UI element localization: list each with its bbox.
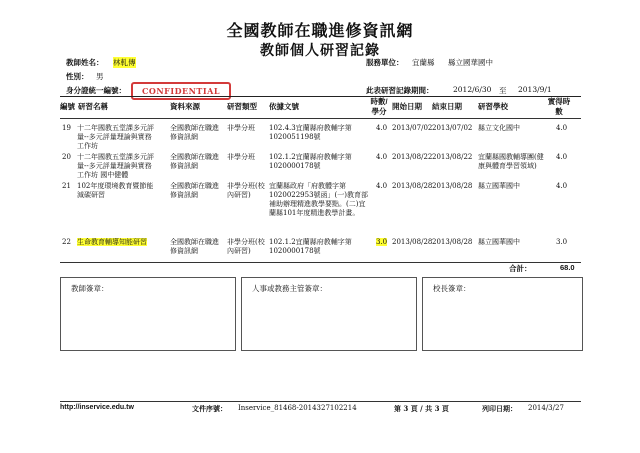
- col-header-actual: 實得時數: [547, 97, 571, 116]
- id-label: 身分證統一編號：: [66, 86, 126, 95]
- page-subtitle: 教師個人研習記錄: [260, 43, 380, 59]
- row-course-name: 生命教育輔導知能研習: [77, 238, 147, 246]
- range-separator: 至: [499, 86, 507, 95]
- col-header-start: 開始日期: [392, 102, 422, 111]
- name-value: 林軋傳: [113, 58, 136, 67]
- gender-label: 性別：: [66, 72, 89, 81]
- row-course-name: 十二年國教五堂課多元評量--多元評量理論與實務工作坊 國中健體: [77, 153, 154, 179]
- row-course-name: 十二年國教五堂課多元評量--多元評量理論與實務工作坊: [77, 124, 154, 150]
- principal-signature-label: 校長簽章：: [433, 284, 471, 293]
- row-school: 縣立國華國中: [478, 182, 520, 190]
- col-header-end: 結束日期: [432, 102, 462, 111]
- row-hours: 4.0: [376, 153, 388, 161]
- footer-rule: [60, 401, 581, 402]
- print-date-value: 2014/3/27: [528, 404, 564, 412]
- row-actual-hours: 3.0: [556, 238, 568, 246]
- row-type: 非學分班: [227, 153, 255, 161]
- row-type: 非學分班(校內研習): [227, 238, 265, 255]
- confidential-stamp: CONFIDENTIAL: [131, 82, 231, 100]
- col-header-school: 研習學校: [478, 102, 508, 111]
- table-header-rule: [60, 118, 581, 119]
- total-label: 合計：: [509, 264, 532, 273]
- row-start-date: 2013/07/02: [392, 124, 433, 132]
- row-school: 縣立文化國中: [478, 124, 520, 132]
- row-end-date: 2013/08/28: [432, 182, 473, 190]
- teacher-signature-label: 教師簽章：: [71, 284, 109, 293]
- row-hours: 4.0: [376, 124, 388, 132]
- row-hours: 3.0: [376, 238, 388, 246]
- footer-url: http://inservice.edu.tw: [60, 404, 134, 411]
- col-header-doc: 依據文號: [269, 102, 299, 111]
- range-label: 此表研習記錄期間：: [366, 86, 434, 95]
- col-header-type: 研習類型: [227, 102, 257, 111]
- unit-label: 服務單位：: [366, 58, 404, 67]
- name-label: 教師姓名：: [66, 58, 104, 67]
- row-type: 非學分班: [227, 124, 255, 132]
- principal-signature-box: [422, 277, 583, 351]
- row-start-date: 2013/08/22: [392, 153, 433, 161]
- page-indicator: 第 3 頁 / 共 3 頁: [394, 404, 449, 413]
- row-doc: 宜蘭縣政府「府教體字第1020022953號函」(一)教育部補助辦理精進教學要點。(二)宜蘭縣101年度精進教學計畫。: [269, 182, 368, 217]
- col-header-hours: 時數/學分: [370, 97, 388, 116]
- page-title: 全國教師在職進修資訊網: [226, 21, 414, 40]
- row-source: 全國教師在職進修資訊網: [170, 124, 219, 141]
- doc-serial-value: Inservice_81468-2014327102214: [238, 404, 357, 412]
- row-source: 全國教師在職進修資訊網: [170, 153, 219, 170]
- range-start: 2012/6/30: [453, 85, 492, 94]
- row-actual-hours: 4.0: [556, 182, 568, 190]
- col-header-no: 編號: [60, 102, 75, 111]
- row-school: 宜蘭縣國教輔導團(健康與體育學習領域): [478, 153, 544, 170]
- row-school: 縣立國華國中: [478, 238, 520, 246]
- row-actual-hours: 4.0: [556, 124, 568, 132]
- row-type: 非學分班(校內研習): [227, 182, 265, 199]
- row-actual-hours: 4.0: [556, 153, 568, 161]
- col-header-source: 資料來源: [170, 102, 200, 111]
- row-start-date: 2013/08/28: [392, 182, 433, 190]
- row-source: 全國教師在職進修資訊網: [170, 182, 219, 199]
- row-source: 全國教師在職進修資訊網: [170, 238, 219, 255]
- row-hours: 4.0: [376, 182, 388, 190]
- col-header-name: 研習名稱: [78, 102, 108, 111]
- row-doc: 102.4.3宜蘭縣府教輔字第1020051198號: [269, 124, 352, 141]
- row-end-date: 2013/07/02: [432, 124, 473, 132]
- row-course-name: 102年度環境教育暨節能減碳研習: [77, 182, 154, 199]
- row-no: 19: [62, 124, 71, 132]
- unit-school: 縣立國華國中: [448, 58, 493, 67]
- unit-county: 宜蘭縣: [412, 58, 435, 67]
- row-no: 22: [62, 238, 71, 246]
- doc-serial-label: 文件序號：: [192, 404, 227, 413]
- gender-value: 男: [96, 72, 104, 81]
- table-bottom-rule: [60, 262, 581, 263]
- total-value: 68.0: [560, 263, 575, 272]
- teacher-signature-box: [60, 277, 236, 351]
- row-no: 20: [62, 153, 71, 161]
- row-doc: 102.1.2宜蘭縣府教輔字第1020000178號: [269, 238, 352, 255]
- personnel-signature-box: [241, 277, 417, 351]
- row-doc: 102.1.2宜蘭縣府教輔字第1020000178號: [269, 153, 352, 170]
- print-date-label: 列印日期：: [482, 404, 517, 413]
- range-end: 2013/9/1: [518, 85, 552, 94]
- row-start-date: 2013/08/28: [392, 238, 433, 246]
- personnel-signature-label: 人事或教務主管簽章：: [252, 284, 327, 293]
- row-end-date: 2013/08/22: [432, 153, 473, 161]
- row-no: 21: [62, 182, 71, 190]
- row-end-date: 2013/08/28: [432, 238, 473, 246]
- table-top-rule: [60, 96, 581, 97]
